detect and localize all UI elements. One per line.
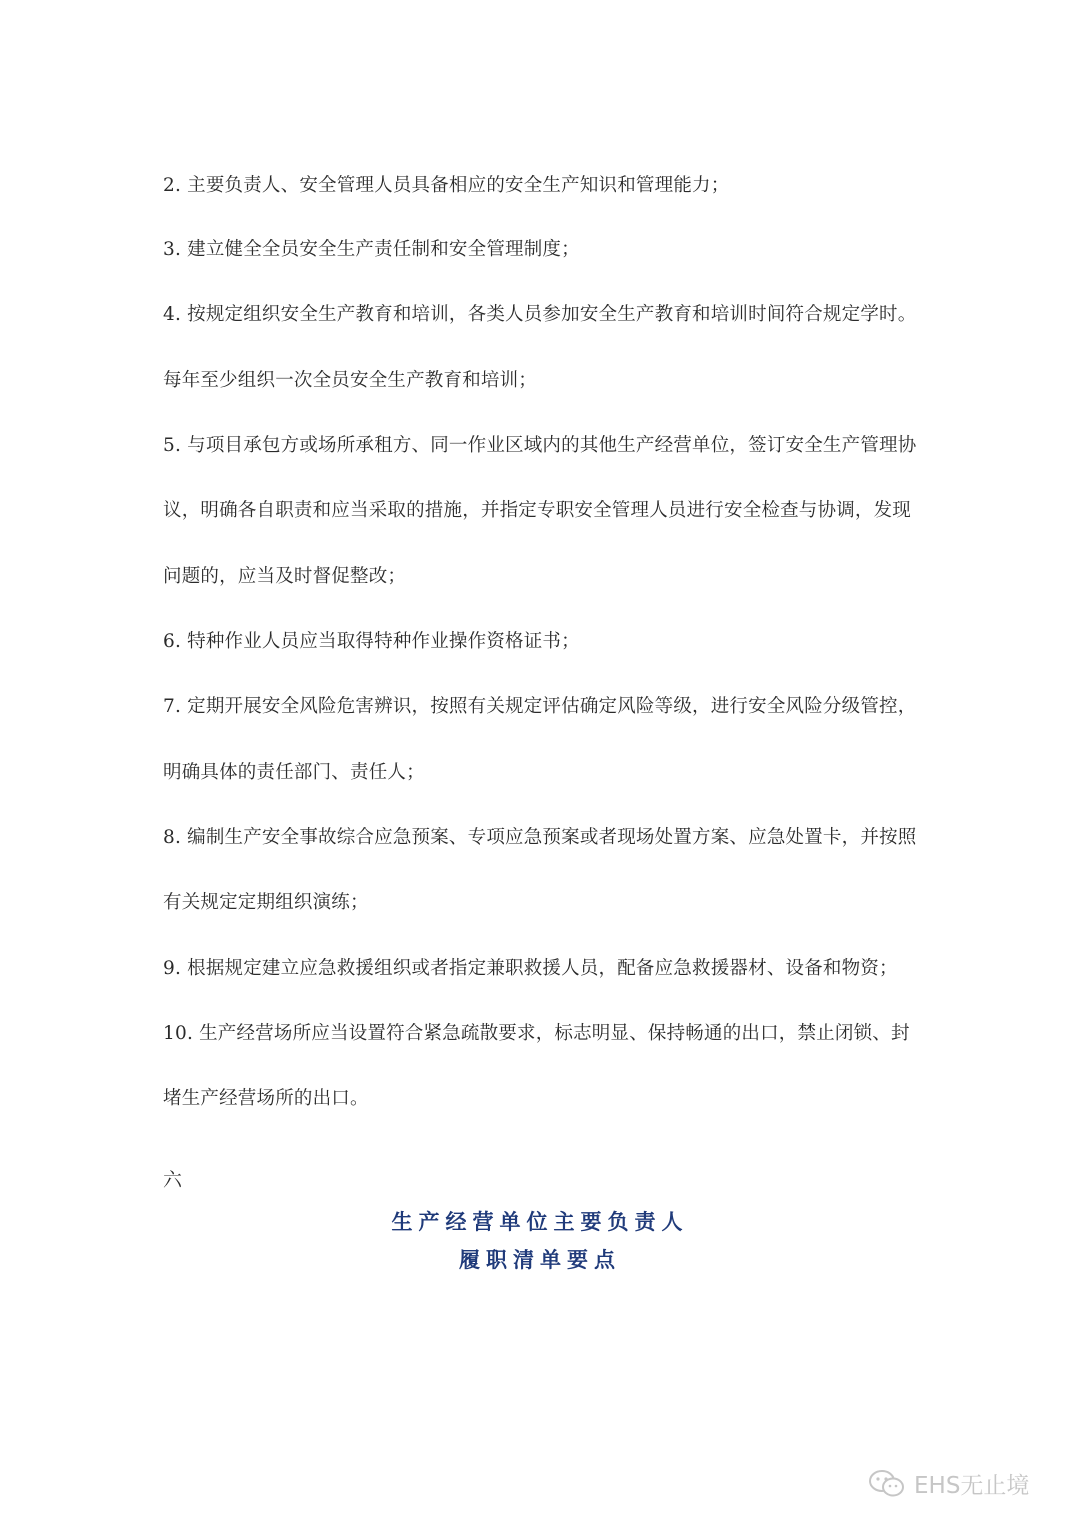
- list-item-6: 6. 特种作业人员应当取得特种作业操作资格证书；: [163, 631, 580, 652]
- watermark: [868, 1467, 1029, 1500]
- list-item-10: 10. 生产经营场所应当设置符合紧急疏散要求，标志明显、保持畅通的出口，禁止闭锁、封: [163, 1023, 910, 1044]
- list-item-8-cont: 有关规定定期组织演练；: [163, 892, 369, 913]
- list-item-5: 5. 与项目承包方或场所承租方、同一作业区域内的其他生产经营单位，签订安全生产管理协: [163, 435, 917, 456]
- list-item-4-cont: 每年至少组织一次全员安全生产教育和培训；: [163, 370, 538, 391]
- list-item-5-cont: 问题的，应当及时督促整改；: [163, 566, 407, 587]
- list-item-4: 4. 按规定组织安全生产教育和培训，各类人员参加安全生产教育和培训时间符合规定学时。: [163, 304, 917, 325]
- list-item-8: 8. 编制生产安全事故综合应急预案、专项应急预案或者现场处置方案、应急处置卡，并按照: [163, 827, 917, 848]
- list-item-2: 2. 主要负责人、安全管理人员具备相应的安全生产知识和管理能力；: [163, 175, 730, 196]
- list-item-7-cont: 明确具体的责任部门、责任人；: [163, 762, 425, 783]
- section-heading-line-2: 履职清单要点: [459, 1247, 621, 1272]
- wechat-icon: [868, 1469, 906, 1499]
- section-heading-line-1: 生产经营单位主要负责人: [391, 1209, 689, 1234]
- list-item-9: 9. 根据规定建立应急救援组织或者指定兼职救援人员，配备应急救援器材、设备和物资；: [163, 958, 898, 979]
- list-item-10-cont: 堵生产经营场所的出口。: [163, 1088, 369, 1109]
- list-item-5-cont: 议，明确各自职责和应当采取的措施，并指定专职安全管理人员进行安全检查与协调，发现: [163, 500, 912, 521]
- list-item-3: 3. 建立健全全员安全生产责任制和安全管理制度；: [163, 239, 580, 260]
- watermark-text: EHS无止境: [914, 1473, 1030, 1499]
- list-item-7: 7. 定期开展安全风险危害辨识，按照有关规定评估确定风险等级，进行安全风险分级管控，: [163, 696, 917, 717]
- section-number: 六: [163, 1169, 183, 1191]
